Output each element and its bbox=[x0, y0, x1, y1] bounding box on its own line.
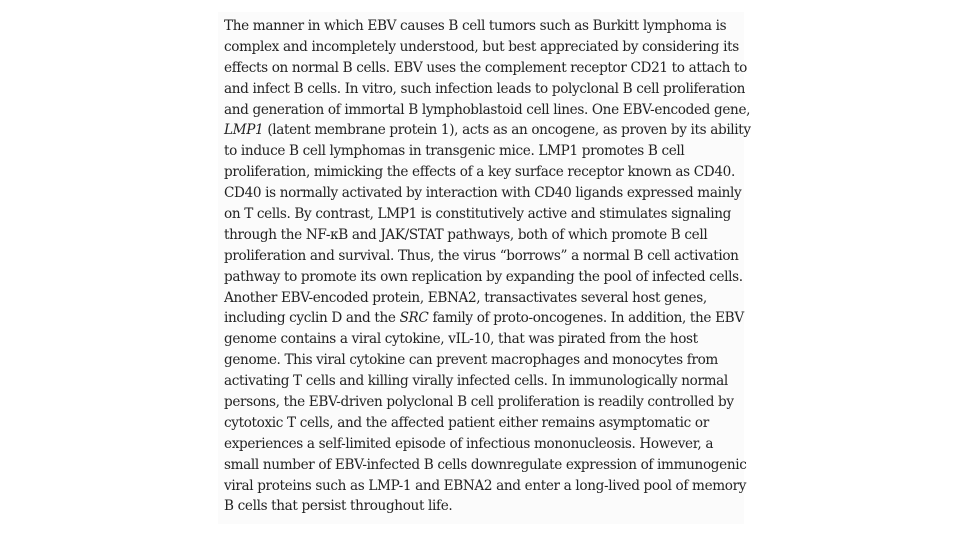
text-line: activating T cells and killing virally infected cells. In immunologically normal bbox=[224, 373, 728, 390]
italic-gene-name: SRC bbox=[399, 310, 429, 327]
text-line: experiences a self-limited episode of infectious mononucleosis. However, a bbox=[224, 435, 714, 452]
text-line: pathway to promote its own replication by expanding the pool of infected cells. bbox=[224, 268, 743, 285]
text-line: through the NF-κB and JAK/STAT pathways, both of which promote B cell bbox=[224, 226, 708, 243]
text-line: cytotoxic T cells, and the affected patient either remains asymptomatic or bbox=[224, 414, 709, 431]
text-line: Another EBV-encoded protein, EBNA2, transactivates several host genes, bbox=[224, 289, 707, 306]
text-line: viral proteins such as LMP-1 and EBNA2 and enter a long-lived pool of memory bbox=[224, 477, 747, 494]
text-line: small number of EBV-infected B cells downregulate expression of immunogenic bbox=[224, 456, 747, 473]
text-line: including cyclin D and the SRC family of proto-oncogenes. In addition, the EBV bbox=[224, 310, 744, 327]
body-paragraph bbox=[224, 16, 751, 517]
text-line: on T cells. By contrast, LMP1 is constitutively active and stimulates signaling bbox=[224, 206, 731, 223]
text-line: genome. This viral cytokine can prevent macrophages and monocytes from bbox=[224, 352, 718, 369]
text-line: The manner in which EBV causes B cell tumors such as Burkitt lymphoma is bbox=[224, 18, 727, 34]
text-line: genome contains a viral cytokine, vIL-10, that was pirated from the host bbox=[224, 331, 698, 348]
text-line: proliferation, mimicking the effects of a key surface receptor known as CD40. bbox=[224, 164, 735, 181]
text-line: and infect B cells. In vitro, such infection leads to polyclonal B cell proliferation bbox=[224, 80, 746, 97]
italic-gene-name: LMP1 bbox=[224, 122, 264, 139]
text-line: LMP1 (latent membrane protein 1), acts as an oncogene, as proven by its ability bbox=[224, 122, 751, 139]
text-line: proliferation and survival. Thus, the virus “borrows” a normal B cell activation bbox=[224, 247, 739, 264]
text-line: effects on normal B cells. EBV uses the complement receptor CD21 to attach to bbox=[224, 59, 747, 76]
text-line: complex and incompletely understood, but best appreciated by considering its bbox=[224, 38, 739, 55]
text-line: persons, the EBV-driven polyclonal B cell proliferation is readily controlled by bbox=[224, 394, 734, 411]
text-line: to induce B cell lymphomas in transgenic mice. LMP1 promotes B cell bbox=[224, 143, 685, 160]
text-panel bbox=[218, 12, 751, 524]
text-line: B cells that persist throughout life. bbox=[224, 498, 453, 515]
text-line: CD40 is normally activated by interaction with CD40 ligands expressed mainly bbox=[224, 185, 742, 202]
text-line: and generation of immortal B lymphoblastoid cell lines. One EBV-encoded gene, bbox=[224, 101, 751, 118]
